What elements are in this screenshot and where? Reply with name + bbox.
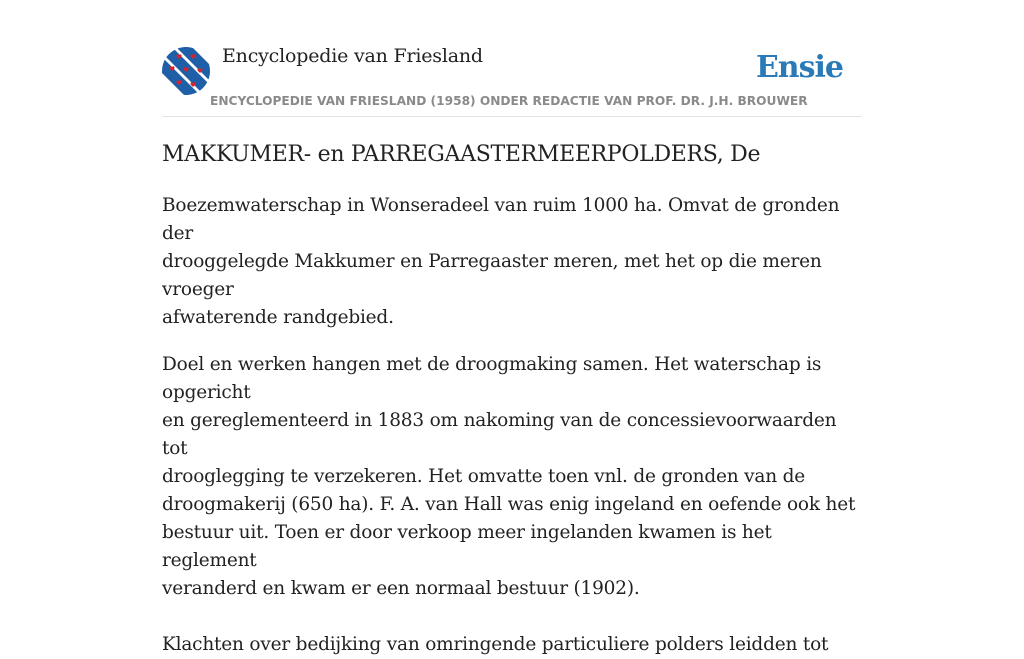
site-subtitle: ENCYCLOPEDIE VAN FRIESLAND (1958) ONDER REDACTIE VAN PROF. DR. J.H. BROUWER — [210, 94, 808, 108]
friesland-flag-icon[interactable] — [162, 47, 210, 95]
article-paragraph: Boezemwaterschap in Wonseradeel van ruim 1000 ha. Omvat de gronden der drooggelegde Makkumer en Parregaaster meren, met het op die meren vroeger afwaterende randgebied. — [162, 195, 840, 328]
ensie-brand-logo[interactable]: Ensie — [755, 50, 843, 85]
site-name[interactable]: Encyclopedie van Friesland — [222, 45, 483, 67]
article-paragraph: Doel en werken hangen met de droogmaking samen. Het waterschap is opgericht en gereglementeerd in 1883 om nakoming van de concessievoorwaarden tot drooglegging te verzekeren. Het omvatte toen vnl. de gronden van de droogmakerij (650 ha). F. A. van Hall was enig ingeland en oefende ook het bestuur uit. Toen er door verkoop meer ingelanden kwamen is het reglement veranderd en kwam er een normaal bestuur (1902). — [162, 354, 856, 599]
site-header — [162, 44, 862, 117]
article-paragraph: Klachten over bedijking van omringende particuliere polders leidden tot — [162, 634, 829, 655]
article-title: MAKKUMER- en PARREGAASTERMEERPOLDERS, De — [162, 142, 761, 167]
article — [162, 140, 862, 659]
